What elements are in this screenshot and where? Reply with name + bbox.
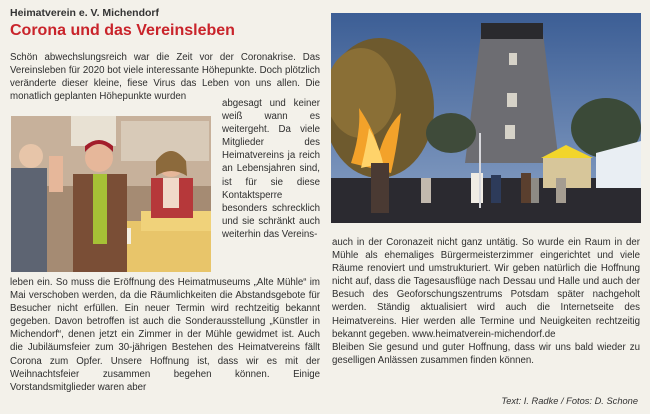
article-intro: Schön abwechslungsreich war die Zeit vor der Coronakrise. Das Vereinsleben für 2020 bot viele interessante Höhepunkte. Doch plötzlich veränderte dieser kleine, fiese Virus das Leben von uns allen. Die monatlich geplanten Höhepunkte wurden bbox=[10, 52, 320, 103]
article-right-bottom: auch in der Coronazeit nicht ganz untätig. So wurde ein Raum in der Mühle als ehemaliges Bürgermeisterzimmer eingerichtet und viele Räume renoviert und umstrukturiert. Wir geben natürlich die Hoffnung nicht auf, dass die Tagesausflüge nach Dessau und Halle und auch der Besuch des Geoforschungszentrums Potsdam später nachgeholt werden. Ständig aktualisiert wird auch die Internetseite des Heimatvereins. Hier werden alle Termine und Neuigkeiten rechtzeitig bekannt gegeben. www.heimatverein-michendorf.de Bleiben Sie gesund und guter Hoffnung, dass wir uns bald wieder zu geselligen Anlässen zusammen finden können. bbox=[332, 237, 640, 366]
windmill-photo bbox=[331, 13, 641, 223]
article-beside-photo: abgesagt und keiner weiß wann es weitergeht. Da viele Mitglieder des Heimatvereins ja reich an Lebensjahren sind, ist für sie diese Kontaktsperre besonders schrecklich und sie schränkt auch weiterhin das Vereins- bbox=[222, 98, 320, 240]
pretitle: Heimatverein e. V. Michendorf bbox=[10, 7, 159, 19]
article-left-bottom: leben ein. So muss die Eröffnung des Heimatmuseums „Alte Mühle“ im Mai verschoben werden, da die Räumlichkeiten die Abstandsgebote für Besucher nicht erfüllen. Ein neuer Termin wird rechtzeitig bekannt gegeben. Davon betroffen ist auch die Sonderausstellung „Künstler in Michendorf“, denen jetzt ein Zimmer in der Mühle gewidmet ist. Auch die Jubiläumsfeier zum 30-jährigen Bestehen des Heimatvereins fällt Corona zum Opfer. Unsere Hoffnung ist, dass wir es mit der Weihnachtsfeier zusammen begehen können. Einige Vorstandsmitglieder waren aber bbox=[10, 277, 320, 393]
headline: Corona und das Vereinsleben bbox=[10, 22, 235, 39]
photo-credit: Text: I. Radke / Fotos: D. Schone bbox=[501, 396, 638, 406]
members-photo bbox=[11, 116, 211, 272]
